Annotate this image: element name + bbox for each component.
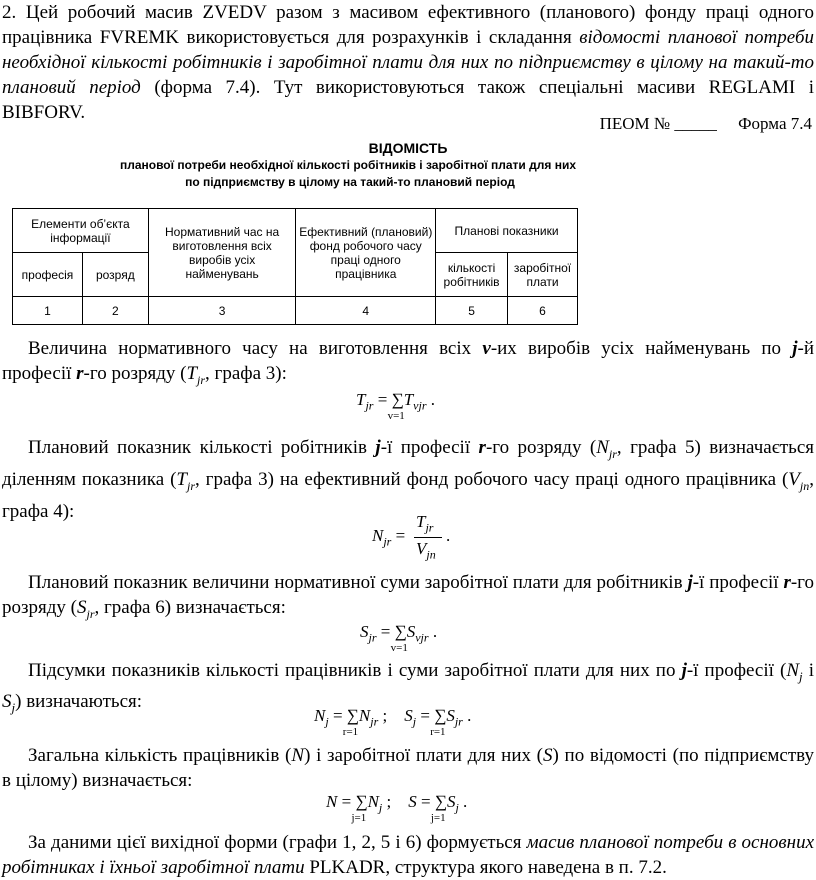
intro-text-a: 2. Цей робочий масив ZVEDV разом з масивом ефективного (планового) фонду праці одного працівника FVREMK використовується для розрахунків і складання <box>2 2 814 48</box>
sum <box>430 706 447 738</box>
form-header <box>600 114 812 134</box>
header-elements: Елементи об’єкта інформації <box>13 209 149 253</box>
text: , графа 3) на ефективний фонд робочого часу праці одного працівника ( <box>195 468 789 490</box>
sum <box>342 706 359 738</box>
subscript: jr <box>454 714 463 729</box>
text: Загальна кількість працівників ( <box>28 745 292 766</box>
symbol-n: N <box>367 792 379 811</box>
symbol-s: S <box>543 745 553 766</box>
form-subtitle-2: по підприємству в цілому на такий-то плановий період <box>185 175 515 189</box>
sum-limit: r=1 <box>342 726 359 738</box>
punctuation: ; <box>386 792 392 811</box>
sum-sign: ∑ <box>346 706 359 725</box>
text: Плановий показник величини нормативної суми заробітної плати для робітників <box>28 572 688 593</box>
paragraph-3 <box>2 570 814 627</box>
punctuation: . <box>463 792 468 811</box>
sum-limit: j=1 <box>351 812 367 824</box>
subscript: jr <box>383 534 392 549</box>
sum <box>390 622 408 654</box>
equals-sign: = <box>341 792 352 811</box>
sum-limit: v=1 <box>390 642 408 654</box>
formula-n-s <box>326 792 468 824</box>
header-salary: заробітної плати <box>508 253 578 297</box>
text: і <box>802 660 815 681</box>
symbol-t: T <box>186 363 198 384</box>
punctuation: . <box>446 526 451 545</box>
text: , графа 4): <box>2 468 814 522</box>
header-norm-hour: Нормативний час на виготовлення всіх виробів усіх найменувань <box>148 209 296 297</box>
symbol-s: S <box>77 597 87 618</box>
paragraph-1 <box>2 336 814 393</box>
symbol-n: N <box>596 437 609 458</box>
sum <box>387 390 405 422</box>
header-grade: розряд <box>82 253 148 297</box>
peom-label: ПЕОМ № _____ <box>599 114 717 133</box>
subscript: jr <box>197 372 206 387</box>
text: -ї професії <box>380 437 479 458</box>
sum-sign: ∑ <box>355 792 368 811</box>
symbol-n: N <box>314 706 326 725</box>
text: -го розряду ( <box>485 437 597 458</box>
symbol-t: T <box>403 390 414 409</box>
text: PLKADR, структура якого наведена в п. 7.2. <box>304 857 667 878</box>
sum <box>430 792 447 824</box>
header-effective-fund: Ефективний (плановий) фонд робочого часу праці одного працівника <box>296 209 436 297</box>
symbol-v: V <box>416 539 427 558</box>
symbol-t: T <box>416 512 426 531</box>
sum-limit: j=1 <box>430 812 446 824</box>
equals-sign: = <box>420 706 430 725</box>
equals-sign: = <box>395 526 406 545</box>
text: Величина нормативного часу на виготовлення всіх <box>28 338 483 359</box>
subscript: jr <box>370 714 379 729</box>
var-r: r <box>783 572 791 593</box>
subscript: jr <box>368 630 377 645</box>
text: -ї професії <box>692 572 784 593</box>
var-j: j <box>375 437 381 458</box>
col-number: 5 <box>436 297 508 325</box>
text: , графа 6) визначається: <box>94 597 286 618</box>
symbol-s: S <box>446 792 456 811</box>
col-number: 2 <box>82 297 148 325</box>
equals-sign: = <box>380 622 391 641</box>
paragraph-6 <box>2 830 814 880</box>
symbol-s: S <box>2 690 12 712</box>
col-number: 6 <box>508 297 578 325</box>
subscript: j <box>799 668 803 684</box>
subscript: vjr <box>415 630 429 645</box>
col-number: 3 <box>148 297 296 325</box>
symbol-n: N <box>372 526 384 545</box>
text: Плановий показник кількості робітників <box>28 437 376 458</box>
text: -их виробів усіх найменувань по <box>490 338 793 359</box>
punctuation: . <box>430 390 436 409</box>
sum-limit: v=1 <box>387 410 405 422</box>
text: -го розряду ( <box>2 572 815 618</box>
equals-sign: = <box>332 706 343 725</box>
symbol-s: S <box>446 706 455 725</box>
symbol-t: T <box>356 390 366 409</box>
sum-limit: r=1 <box>430 726 446 738</box>
subscript: jr <box>608 446 617 461</box>
sum-sign: ∑ <box>391 390 404 409</box>
subscript: j <box>11 699 16 715</box>
symbol-n: N <box>786 660 800 681</box>
header-planned: Планові показники <box>436 209 578 253</box>
symbol-s: S <box>360 622 369 641</box>
text: -ї професії ( <box>686 660 787 681</box>
subscript: jr <box>86 606 95 621</box>
text-italic: масив планової потреби в основних робітниках і їхньої заробітної плати <box>2 832 815 878</box>
var-j: j <box>687 572 693 593</box>
subscript: vjr <box>413 398 427 413</box>
header-workers-count: кількості робітників <box>436 253 508 297</box>
punctuation: . <box>432 622 438 641</box>
symbol-s: S <box>406 622 416 641</box>
paragraph-2 <box>2 435 814 525</box>
intro-text-italic: відомості планової потреби необхідної кількості робітників і заробітної плати для них по підприємству в цілому на такий-то плановий період <box>2 27 815 98</box>
punctuation: ; <box>382 706 388 725</box>
sum <box>351 792 368 824</box>
formula-tjr <box>356 390 436 422</box>
form-subtitle-1: планової потреби необхідної кількості робітників і заробітної плати для них <box>119 158 577 172</box>
form-number: Форма 7.4 <box>738 114 812 133</box>
table-row <box>13 297 578 325</box>
fraction-bar <box>414 537 442 538</box>
intro-paragraph <box>2 0 814 125</box>
header-profession: професія <box>13 253 83 297</box>
text: -го розряду ( <box>83 363 187 384</box>
punctuation: . <box>467 706 472 725</box>
form-title: ВІДОМІСТЬ <box>368 140 448 156</box>
sum-sign: ∑ <box>434 706 447 725</box>
var-r: r <box>76 363 84 384</box>
symbol-n: N <box>326 792 338 811</box>
text: ) по відомості (по підприємству в цілому) визначається: <box>2 745 814 791</box>
equals-sign: = <box>420 792 431 811</box>
text: Підсумки показників кількості працівників і суми заробітної плати для них по <box>28 660 682 681</box>
subscript: jn <box>799 478 810 493</box>
text: За даними цієї вихідної форми (графи 1, 2, 5 і 6) формується <box>28 832 527 853</box>
symbol-s: S <box>408 792 417 811</box>
text: ) і заробітної плати для них ( <box>304 745 544 766</box>
var-j: j <box>681 660 687 681</box>
text: -й професії <box>2 338 815 384</box>
subscript: j <box>325 714 329 729</box>
symbol-v: V <box>788 468 800 490</box>
col-number: 1 <box>13 297 83 325</box>
subscript: jr <box>425 520 434 535</box>
sum-sign: ∑ <box>394 622 407 641</box>
subscript: j <box>378 800 383 815</box>
formula-nj-sj <box>314 706 472 738</box>
var-r: r <box>478 437 486 458</box>
form-table <box>12 208 578 325</box>
symbol-n: N <box>291 745 305 766</box>
equals-sign: = <box>377 390 388 409</box>
subscript: j <box>455 800 459 815</box>
text: , графа 5) визначається діленням показника ( <box>2 437 815 490</box>
subscript: jr <box>186 478 195 493</box>
sum-sign: ∑ <box>434 792 447 811</box>
col-number: 4 <box>296 297 436 325</box>
symbol-s: S <box>404 706 413 725</box>
symbol-n: N <box>358 706 371 725</box>
subscript: jn <box>426 547 436 562</box>
text: ) визначаються: <box>15 690 143 712</box>
intro-text-b: (форма 7.4). Тут використовуються також спеціальні масиви REGLAMI і BIBFORV. <box>2 77 815 123</box>
symbol-t: T <box>176 468 187 490</box>
var-j: j <box>792 338 798 359</box>
formula-sjr <box>360 622 438 654</box>
paragraph-5 <box>2 743 814 793</box>
subscript: jr <box>365 398 374 413</box>
subscript: j <box>412 714 417 729</box>
var-v: v <box>482 338 491 359</box>
text: , графа 3): <box>205 363 287 384</box>
